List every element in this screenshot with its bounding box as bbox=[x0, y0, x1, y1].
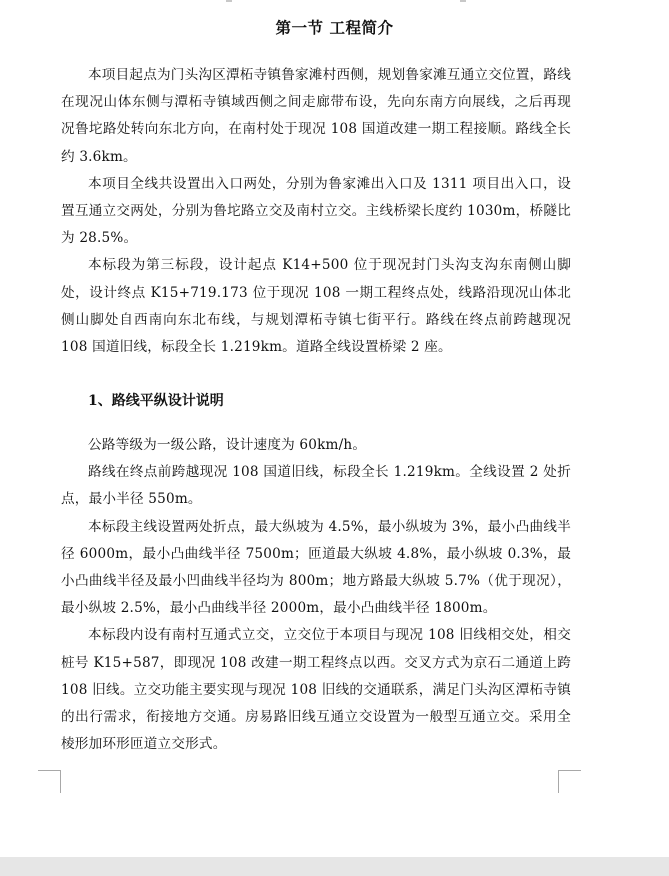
section-title: 第一节 工程简介 bbox=[275, 18, 394, 37]
page-gap bbox=[0, 857, 669, 876]
section1-paragraph-1: 公路等级为一级公路，设计速度为 60km/h。 bbox=[88, 437, 367, 453]
top-edge-mark-right bbox=[460, 0, 466, 2]
section1-text-block bbox=[61, 432, 571, 758]
page-top-edge bbox=[0, 0, 669, 3]
intro-text-block bbox=[61, 62, 571, 361]
intro-paragraph-1: 本项目起点为门头沟区潭柘寺镇鲁家滩村西侧，规划鲁家滩互通立交位置，路线在现况山体东侧与潭柘寺镇域西侧之间走廊带布设，先向东南方向展线，之后再现况鲁坨路处转向东北方向，在南村处于现况 108 国道改建一期工程接顺。路线全长约 3.6km。 bbox=[61, 67, 571, 165]
section-heading: 1、路线平纵设计说明 bbox=[88, 393, 224, 409]
margin-corner-mark-left bbox=[38, 770, 61, 793]
top-edge-mark-left bbox=[226, 0, 232, 2]
section1-paragraph-4: 本标段内设有南村互通式立交，立交位于本项目与现况 108 旧线相交处，相交桩号 K15+587，即现况 108 改建一期工程终点以西。交叉方式为京石二通道上跨 108 旧线。立交功能主要实现与现况 108 旧线的交通联系，满足门头沟区潭柘寺镇的出行需求，衔接地方交通。房易路旧线互通立交设置为一般型互通立交。采用全棱形加环形匝道立交形式。 bbox=[61, 627, 571, 753]
section1-paragraph-3: 本标段主线设置两处折点，最大纵坡为 4.5%，最小纵坡为 3%，最小凸曲线半径 6000m，最小凸曲线半径 7500m；匝道最大纵坡 4.8%，最小纵坡 0.3%，最小凸曲线半径及最小凹曲线半径均为 800m；地方路最大纵坡 5.7%（优于现况），最小纵坡 2.5%，最小凸曲线半径 2000m，最小凸曲线半径 1800m。 bbox=[61, 518, 571, 617]
section1-paragraph-2: 路线在终点前跨越现况 108 国道旧线，标段全长 1.219km。全线设置 2 处折点，最小半径 550m。 bbox=[61, 464, 571, 508]
intro-paragraph-2: 本项目全线共设置出入口两处，分别为鲁家滩出入口及 1311 项目出入口，设置互通立交两处，分别为鲁坨路立交及南村立交。主线桥梁长度约 1030m，桥隧比为 28.5%。 bbox=[61, 175, 571, 247]
intro-paragraph-3: 本标段为第三标段，设计起点 K14+500 位于现况封门头沟支沟东南侧山脚处，设计终点 K15+719.173 位于现况 108 一期工程终点处，线路沿现况山体北侧山脚处自西南向东北布线，与规划潭柘寺镇七街平行。路线在终点前跨越现况 108 国道旧线，标段全长 1.219km。道路全线设置桥梁 2 座。 bbox=[61, 257, 571, 356]
margin-corner-mark-right bbox=[558, 770, 581, 793]
